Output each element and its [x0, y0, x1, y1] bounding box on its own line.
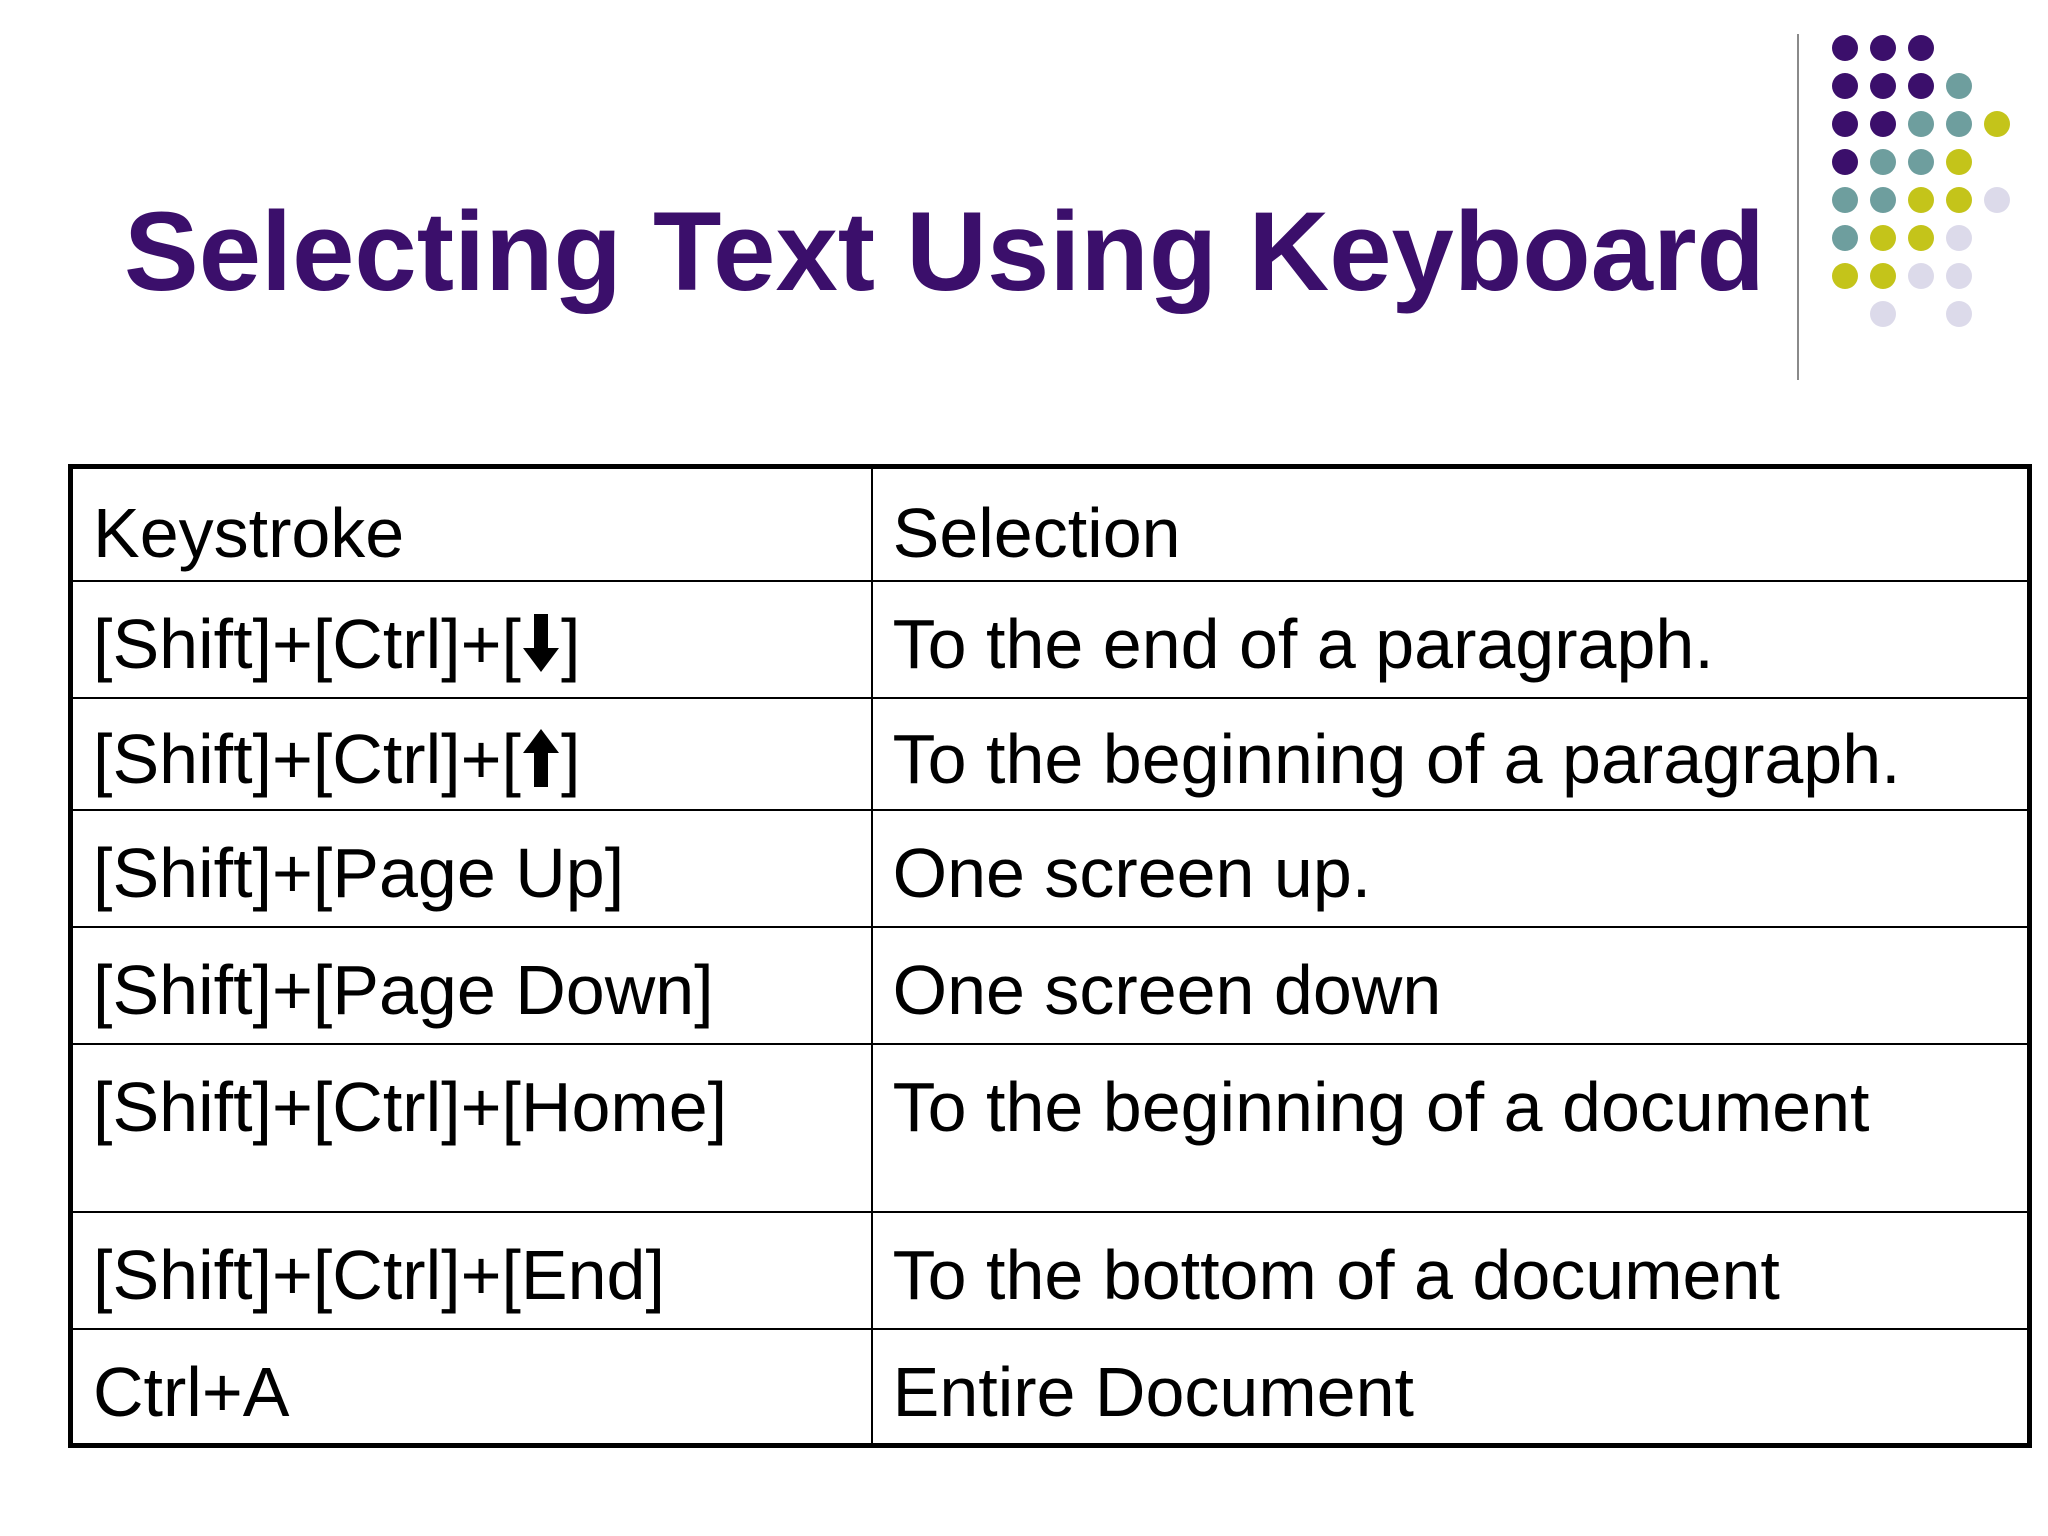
- decorative-dot: [1832, 187, 1858, 213]
- decorative-dot: [1908, 35, 1934, 61]
- table-row: [71, 1329, 2030, 1446]
- table-row: [71, 810, 2030, 927]
- decorative-dot: [1946, 149, 1972, 175]
- selection-cell: Entire Document: [872, 1329, 2030, 1446]
- slide-title: Selecting Text Using Keyboard: [124, 189, 1765, 314]
- keystroke-cell: [Shift]+[Ctrl]+[End]: [71, 1212, 872, 1329]
- table-header-row: [71, 467, 2030, 582]
- decorative-dot: [1946, 111, 1972, 137]
- decorative-dot: [1946, 187, 1972, 213]
- decorative-dot: [1908, 263, 1934, 289]
- decorative-dot: [1946, 73, 1972, 99]
- decorative-dot: [1832, 73, 1858, 99]
- title-divider: [1797, 34, 1799, 380]
- keystroke-prefix: [Shift]+[Ctrl]+[: [93, 605, 521, 684]
- keystroke-suffix: ]: [560, 720, 581, 799]
- keystroke-cell: [Shift]+[Page Up]: [71, 810, 872, 927]
- keystroke-cell: [71, 581, 872, 698]
- keystroke-suffix: ]: [560, 605, 581, 684]
- keystroke-cell: Ctrl+A: [71, 1329, 872, 1446]
- decorative-dot: [1908, 111, 1934, 137]
- decorative-dot: [1870, 187, 1896, 213]
- table-row: [71, 1044, 2030, 1211]
- decorative-dot: [1832, 35, 1858, 61]
- table-row: [71, 698, 2030, 810]
- down-arrow-icon: [521, 612, 561, 674]
- decorative-dot: [1870, 149, 1896, 175]
- keystroke-table: [68, 464, 2032, 1448]
- keystroke-cell: [Shift]+[Page Down]: [71, 927, 872, 1044]
- decorative-dot: [1870, 301, 1896, 327]
- decorative-dot: [1908, 73, 1934, 99]
- decorative-dot: [1984, 187, 2010, 213]
- keystroke-cell: [Shift]+[Ctrl]+[Home]: [71, 1044, 872, 1211]
- header-selection: Selection: [872, 467, 2030, 582]
- decorative-dot: [1870, 73, 1896, 99]
- selection-cell: To the beginning of a document: [872, 1044, 2030, 1211]
- selection-cell: One screen down: [872, 927, 2030, 1044]
- decorative-dot: [1946, 263, 1972, 289]
- decorative-dot: [1946, 225, 1972, 251]
- header-keystroke: Keystroke: [71, 467, 872, 582]
- selection-cell: To the bottom of a document: [872, 1212, 2030, 1329]
- selection-cell: To the beginning of a paragraph.: [872, 698, 2030, 810]
- keystroke-cell: [71, 698, 872, 810]
- decorative-dot: [1984, 111, 2010, 137]
- decorative-dot: [1870, 35, 1896, 61]
- decorative-dot: [1908, 149, 1934, 175]
- decorative-dot: [1832, 225, 1858, 251]
- decorative-dot: [1908, 187, 1934, 213]
- decorative-dot: [1870, 111, 1896, 137]
- decorative-dot: [1832, 111, 1858, 137]
- selection-cell: One screen up.: [872, 810, 2030, 927]
- table-row: [71, 581, 2030, 698]
- decorative-dot: [1870, 263, 1896, 289]
- decorative-dot: [1832, 149, 1858, 175]
- table-row: [71, 1212, 2030, 1329]
- decorative-dot: [1908, 225, 1934, 251]
- decorative-dot: [1832, 263, 1858, 289]
- keystroke-prefix: [Shift]+[Ctrl]+[: [93, 720, 521, 799]
- table-row: [71, 927, 2030, 1044]
- up-arrow-icon: [521, 727, 561, 789]
- decorative-dot: [1946, 301, 1972, 327]
- selection-cell: To the end of a paragraph.: [872, 581, 2030, 698]
- decorative-dot: [1870, 225, 1896, 251]
